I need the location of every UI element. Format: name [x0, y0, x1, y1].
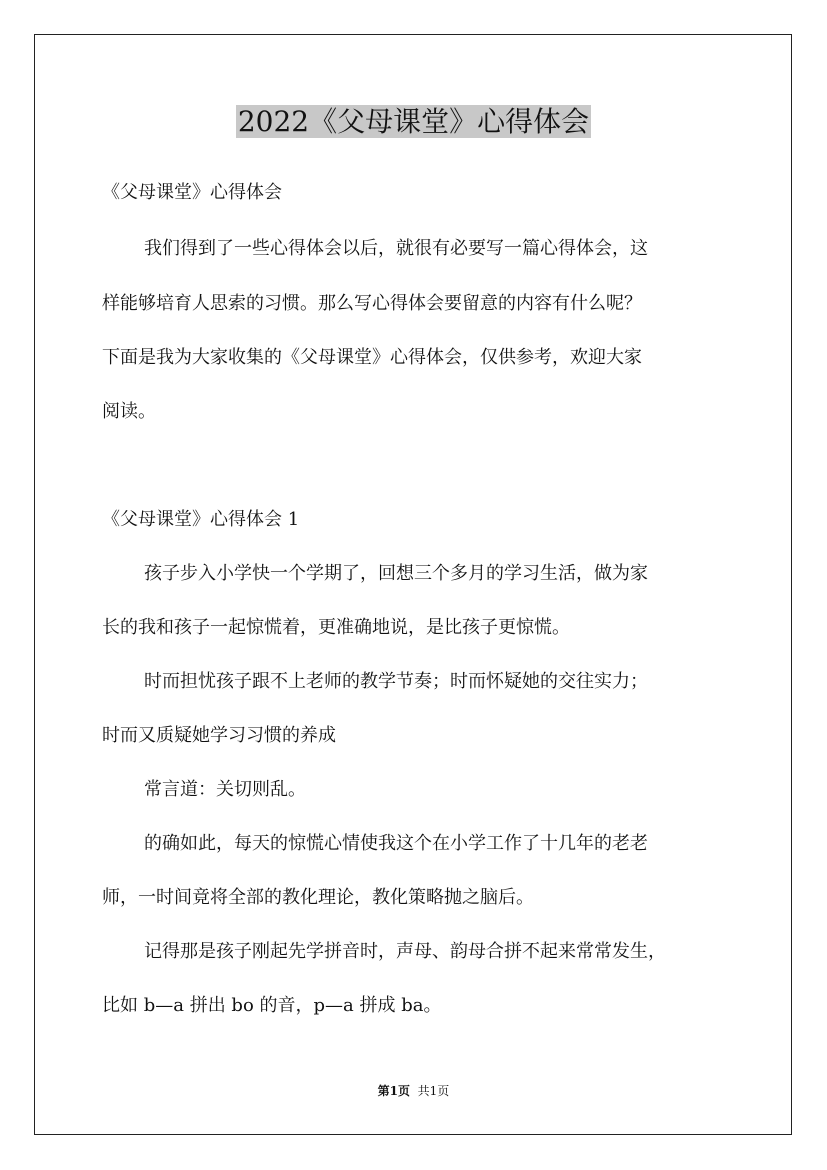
document-title — [0, 102, 827, 142]
page-number: 第1页 — [377, 1084, 411, 1098]
body-line-7: 师，一时间竟将全部的教化理论，教化策略抛之脑后。 — [102, 887, 534, 908]
body-line-8: 记得那是孩子刚起先学拼音时，声母、韵母合拼不起来常常发生， — [144, 941, 666, 962]
page-footer — [0, 1083, 827, 1099]
body-line-3: 时而担忧孩子跟不上老师的教学节奏；时而怀疑她的交往实力； — [144, 671, 648, 692]
body-line-4: 时而又质疑她学习习惯的养成 — [102, 725, 336, 746]
section-heading: 《父母课堂》心得体会 1 — [102, 509, 300, 530]
body-line-1: 孩子步入小学快一个学期了，回想三个多月的学习生活，做为家 — [144, 563, 648, 584]
body-line-6: 的确如此，每天的惊慌心情使我这个在小学工作了十几年的老老 — [144, 833, 648, 854]
page-total: 共1页 — [417, 1084, 450, 1098]
intro-line-1: 我们得到了一些心得体会以后，就很有必要写一篇心得体会，这 — [144, 238, 648, 259]
document-title-text: 2022《父母课堂》心得体会 — [237, 105, 590, 138]
body-line-2: 长的我和孩子一起惊慌着，更准确地说，是比孩子更惊慌。 — [102, 617, 570, 638]
body-line-5: 常言道：关切则乱。 — [144, 779, 306, 800]
body-line-9: 比如 b—a 拼出 bo 的音，p—a 拼成 ba。 — [102, 995, 442, 1016]
intro-line-3: 下面是我为大家收集的《父母课堂》心得体会，仅供参考，欢迎大家 — [102, 347, 642, 368]
intro-line-4: 阅读。 — [102, 401, 156, 422]
subtitle: 《父母课堂》心得体会 — [102, 182, 282, 203]
intro-line-2: 样能够培育人思索的习惯。那么写心得体会要留意的内容有什么呢？ — [102, 293, 642, 314]
